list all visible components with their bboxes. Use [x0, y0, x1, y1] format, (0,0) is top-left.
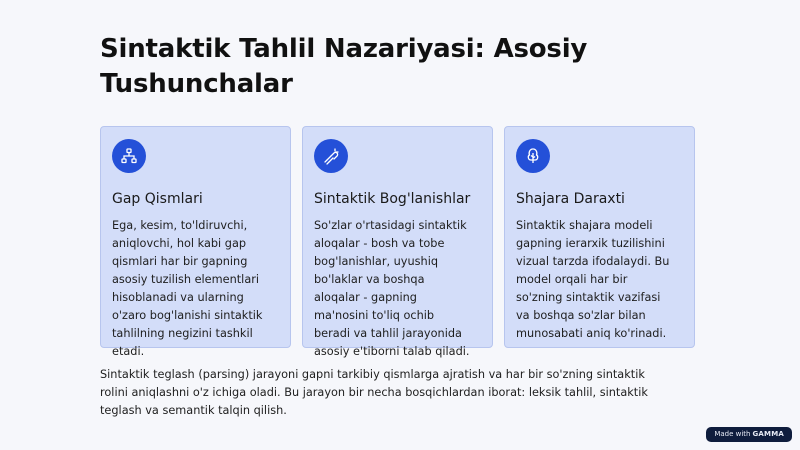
card-title: Gap Qismlari — [112, 191, 203, 207]
connection-icon — [314, 139, 348, 173]
card-body: Sintaktik shajara modeli gapning ierarxik tuzilishini vizual tarzda ifodalaydi. Bu model orqali har bir so'zning sintaktik vazifasi va boshqa so'zlar bilan munosabati aniq ko'rinadi. — [516, 219, 670, 340]
made-with-gamma-badge[interactable] — [706, 427, 792, 442]
badge-brand: GAMMA — [752, 430, 784, 438]
card-title: Shajara Daraxti — [516, 191, 625, 207]
card-body: Ega, kesim, to'ldiruvchi, aniqlovchi, hol kabi gap qismlari har bir gapning asosiy tuzilish elementlari hisoblanadi va ularning o'zaro bog'lanishi sintaktik tahlilning negizini tashkil etadi. — [112, 219, 263, 358]
card-body: So'zlar o'rtasidagi sintaktik aloqalar - bosh va tobe bog'lanishlar, uyushiq bo'laklar va boshqa aloqalar - gapning ma'nosini to'liq ochib beradi va tahlil jarayonida asosiy e'tiborni talab qiladi. — [314, 219, 470, 358]
card-shajara-daraxti — [504, 126, 695, 348]
body-paragraph: Sintaktik teglash (parsing) jarayoni gapni tarkibiy qismlarga ajratish va har bir so'zning sintaktik rolini aniqlashni o'z ichiga oladi. Bu jarayon bir necha bosqichlardan iborat: leksik tahlil, sintaktik teglash va semantik talqin qilish. — [100, 368, 648, 417]
tree-icon — [516, 139, 550, 173]
card-gap-qismlari — [100, 126, 291, 358]
card-sintaktik-boglanishlar — [302, 126, 493, 358]
card-title: Sintaktik Bog'lanishlar — [314, 191, 471, 207]
cards-row — [100, 126, 695, 358]
hierarchy-icon — [112, 139, 146, 173]
page-title: Sintaktik Tahlil Nazariyasi: Asosiy Tushunchalar — [100, 34, 588, 99]
badge-prefix: Made with — [714, 430, 751, 438]
